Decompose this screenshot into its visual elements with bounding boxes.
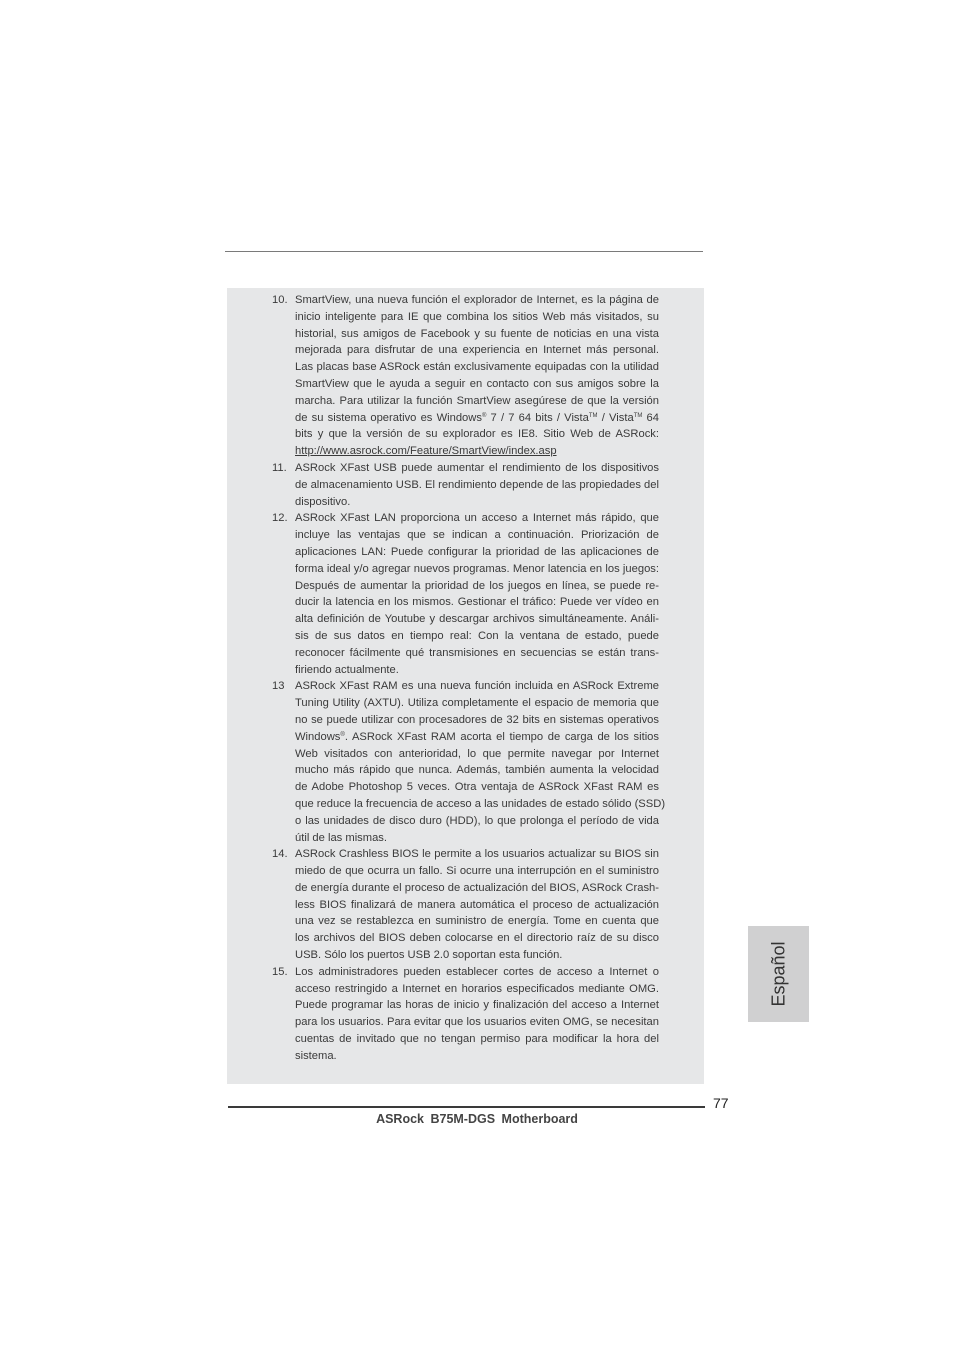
text-line: reconocer fácilmente qué transmisiones en secuencias se están trans- [295, 646, 659, 659]
list-item [227, 964, 704, 1065]
page-number: 77 [713, 1095, 729, 1111]
numbered-list [227, 292, 704, 1065]
text-line: aplicaciones LAN: Puede configurar la prioridad de las aplicaciones de [295, 545, 659, 558]
text-line: ASRock XFast LAN proporciona un acceso a Internet más rápido, que [295, 512, 659, 525]
link-url[interactable]: http://www.asrock.com/Feature/SmartView/index.asp [295, 445, 557, 458]
text-line: incluye las ventajas que se indican a continuación. Priorización de [295, 529, 659, 542]
text-line: Las placas base ASRock están exclusivamente equipadas con la utilidad [295, 361, 659, 374]
text-line: Puede programar las horas de inicio y finalización del acceso a Internet [295, 999, 659, 1012]
text-line: Los administradores pueden establecer cortes de acceso a Internet o [295, 965, 659, 978]
text-line: de su sistema operativo es Windows® 7 / 7 64 bits / Vista™ / Vista™ 64 [295, 411, 659, 424]
language-tab-label: Español [768, 941, 788, 1007]
list-item-number: 12. [272, 512, 288, 525]
text-line: ducir la latencia en los mismos. Gestionar el tráfico: Puede ver vídeo en [295, 596, 659, 609]
text-line: Después de aumentar la prioridad de los juegos en línea, se puede re- [295, 579, 659, 592]
text-line: mucho más rápido que nunca. Además, también aumenta la velocidad [295, 764, 659, 777]
text-line: less BIOS finalizará de manera automática el proceso de actualización [295, 898, 659, 911]
top-rule [225, 251, 703, 252]
text-line: dispositivo. [295, 495, 351, 508]
footer-title: ASRock B75M-DGS Motherboard [376, 1112, 578, 1126]
text-line: Tuning Utility (AXTU). Utiliza completamente el espacio de memoria que [295, 697, 659, 710]
text-line: Web visitados con anterioridad, lo que permite navegar por Internet [295, 747, 659, 760]
text-line: mejorada para disfrutar de una experiencia en Internet más personal. [295, 344, 659, 357]
language-tab [748, 926, 809, 1022]
text-line: SmartView, una nueva función el explorador de Internet, es la página de [295, 294, 659, 306]
list-item [227, 460, 704, 510]
list-item [227, 510, 704, 678]
text-line: marcha. Para utilizar la función SmartView asegúrese de que la versión [295, 394, 659, 407]
text-line: firiendo actualmente. [295, 663, 399, 676]
text-line: los archivos del BIOS deben colocarse en el directorio raíz de su disco [295, 932, 659, 945]
text-line: acceso restringido a Internet en horarios especificados mediante OMG. [295, 982, 659, 995]
bottom-rule [228, 1106, 705, 1108]
text-line: ASRock XFast USB puede aumentar el rendimiento de los dispositivos [295, 461, 659, 474]
text-line: historial, sus amigos de Facebook y su fuente de noticias en una vista [295, 327, 659, 340]
text-line: inicio inteligente para IE que combina los sitios Web más visitados, su [295, 310, 659, 323]
text-line: de Adobe Photoshop 5 veces. Otra ventaja de ASRock XFast RAM es [295, 781, 659, 794]
text-line: miedo de que ocurra un fallo. Si ocurre una interrupción en el suministro [295, 865, 659, 878]
text-line: bits y que la versión de su explorador es IE8. Sitio Web de ASRock: [295, 428, 659, 441]
list-item-number: 14. [272, 848, 288, 861]
text-line: USB. Sólo los puertos USB 2.0 soportan esta función. [295, 949, 563, 962]
text-line: ASRock Crashless BIOS le permite a los usuarios actualizar su BIOS sin [295, 848, 659, 861]
text-line: forma ideal y/o agregar nuevos programas. Menor latencia en los juegos: [295, 562, 659, 575]
text-line: Windows®. ASRock XFast RAM acorta el tiempo de carga de los sitios [295, 730, 659, 743]
text-line: de almacenamiento USB. El rendimiento depende de las propiedades del [295, 478, 659, 491]
content-panel [227, 288, 704, 1084]
list-item [227, 846, 704, 964]
text-line: una vez se restablezca en suministro de energía. Tome en cuenta que [295, 915, 659, 928]
list-item-number: 13 [272, 680, 285, 693]
text-line: no se puede utilizar con procesadores de 32 bits en sistemas operativos [295, 713, 659, 726]
text-line: o las unidades de disco duro (HDD), lo que prolonga el período de vida [295, 814, 659, 827]
text-line: sistema. [295, 1049, 337, 1062]
list-item [227, 678, 704, 846]
text-line: útil de las mismas. [295, 831, 388, 844]
text-line: para los usuarios. Para evitar que los usuarios eviten OMG, se necesitan [295, 1016, 659, 1029]
list-item [227, 292, 704, 460]
text-line: sis de sus datos en tiempo real: Con la ventana de estado, puede [295, 629, 659, 642]
list-item-number: 10. [272, 294, 288, 306]
text-line: alta definición de Youtube y descargar archivos simultáneamente. Análi- [295, 613, 659, 626]
text-line: cuentas de invitado que no tengan permiso para modificar la hora del [295, 1033, 659, 1046]
text-line: que reduce la frecuencia de acceso a las unidades de estado sólido (SSD) [295, 797, 666, 810]
list-item-number: 11. [272, 461, 287, 474]
text-line: SmartView que le ayuda a seguir en contacto con sus amigos sobre la [295, 377, 659, 390]
text-line: de energía durante el proceso de actualización del BIOS, ASRock Crash- [295, 881, 659, 894]
text-line: ASRock XFast RAM es una nueva función incluida en ASRock Extreme [295, 680, 659, 693]
list-item-number: 15. [272, 965, 288, 978]
